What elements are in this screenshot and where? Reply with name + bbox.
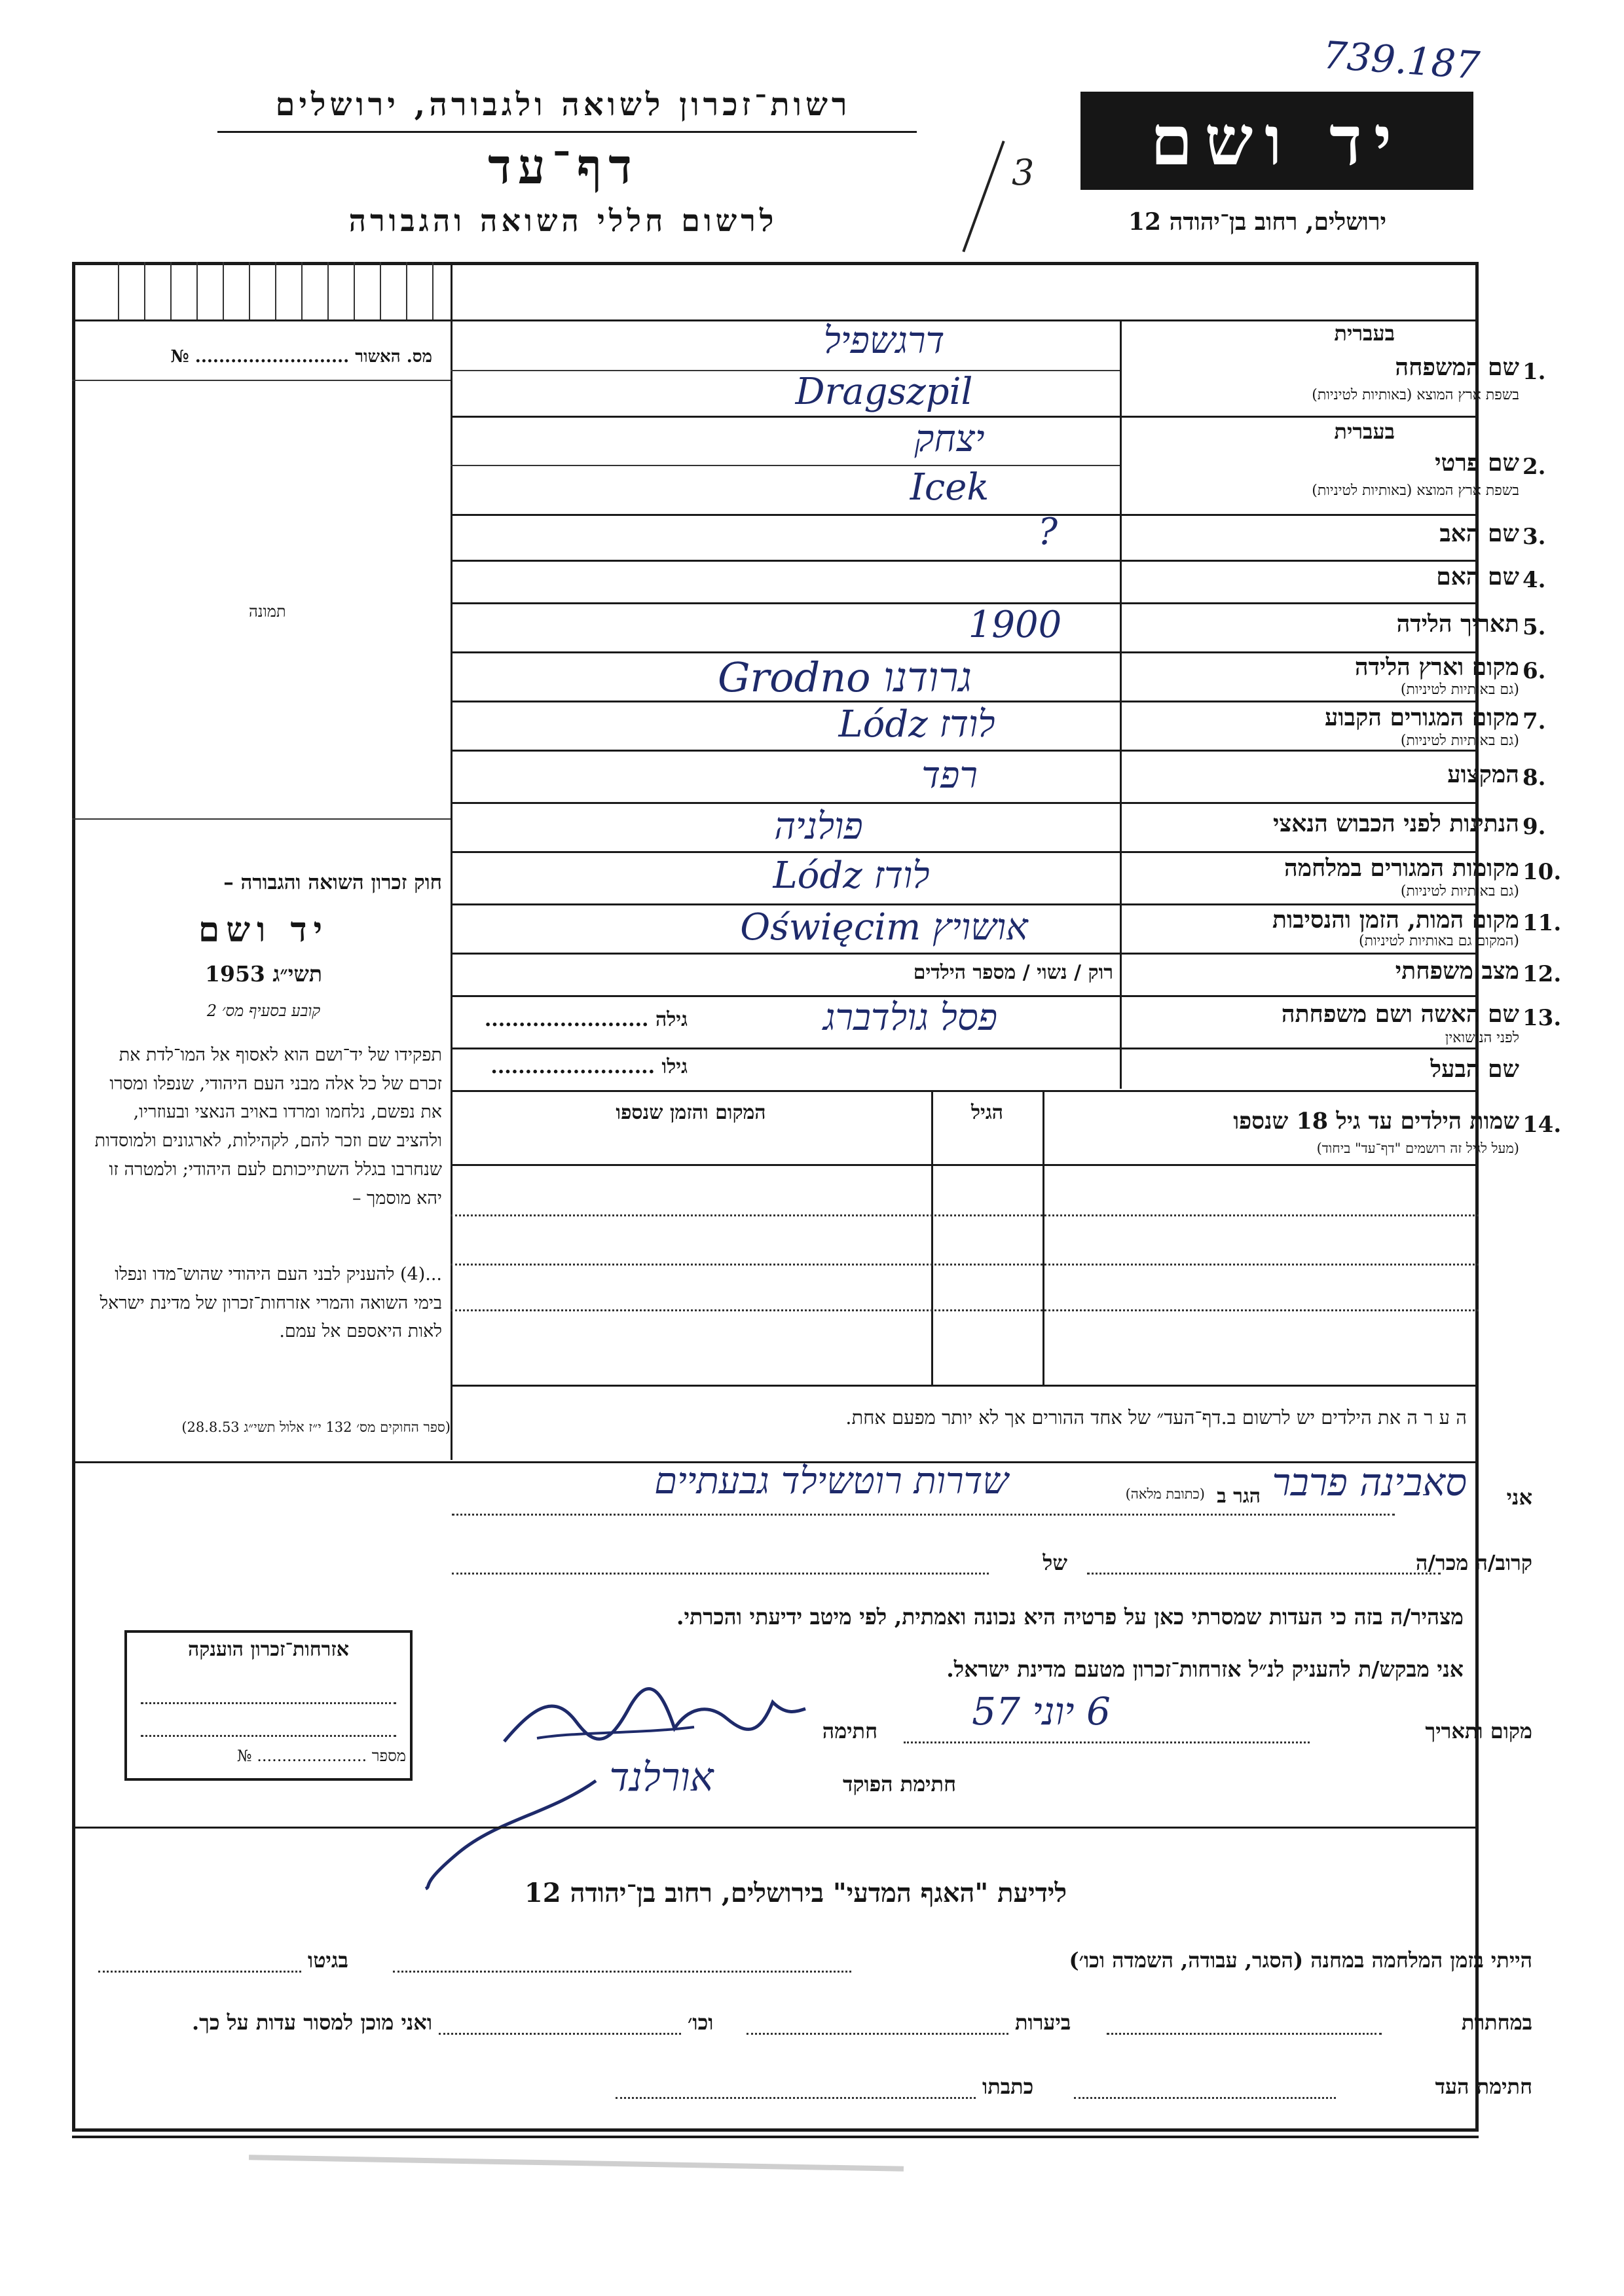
field-13-value: פסל גולדברג [822, 996, 998, 1039]
field-2-label: שם פרטי [1435, 449, 1519, 477]
field-2-num: 2. [1522, 454, 1546, 480]
field-1-num: 1. [1522, 359, 1546, 385]
field-12-label: מצב משפחתי [1395, 957, 1519, 985]
field-2-value-he: יצחק [914, 418, 985, 460]
law-text: תפקידו של יד־ושם הוא לאסוף אל המו־לדת את זכרם של כל אלה מבני העם היהודי, שנפלו ומסרו את נפשם, נלחמו ומרדו באויב הנאצי ובעוזריו, ולהציב שם וזכר להם, לקהילות, לארגונים ולמוסדות שנחרבו בגלל השתייכותם לעם היהודי; ולמטרה זו יהא מוסמך – [94, 1045, 442, 1209]
field-1-value-lat: Dragszpil [795, 371, 973, 413]
children-sub: (מעל לגיל זה רושמים "דף־עד" ביחוד) [1316, 1140, 1519, 1156]
field-12-options: רוק / נשוי / מספר הילדים [913, 961, 1113, 984]
of-label: של [1043, 1550, 1067, 1575]
bottom-line-2a: במחתרת [1461, 2010, 1532, 2035]
husband-label: שם הבעל [1430, 1055, 1519, 1083]
children-col-place: המקום והזמן שנספו [616, 1101, 766, 1124]
form-subtitle: לרשום חללי השואה והגבורה [348, 203, 778, 238]
field-11-label: מקום המות, הזמן והנסיבות [1272, 906, 1519, 934]
tag-hebrew-2: בעברית [1334, 419, 1395, 444]
field-6-label: מקום וארץ הלידה [1354, 653, 1519, 681]
field-11-sub: (המקום גם באותיות לטיניות) [1359, 933, 1519, 949]
official-signature: אורלנד [609, 1755, 714, 1800]
place-date-label: מקום ותאריך [1425, 1719, 1532, 1743]
yad-vashem-logo: יד ושם [1080, 92, 1473, 190]
authority-title: רשות־זכרון לשואה ולגבורה, ירושלים [275, 86, 851, 123]
field-10-label: מקומות המגורים במלחמה [1284, 854, 1519, 882]
field-1-sub: בשפת ארץ המוצא (באותיות לטיניות) [1312, 387, 1519, 403]
label-column-divider [1120, 319, 1122, 1089]
header-underline [217, 131, 917, 133]
field-9-num: 9. [1522, 814, 1546, 840]
declarant-address: שדרות רוטשילד גבעתיים [654, 1460, 1008, 1503]
field-3-num: 3. [1522, 524, 1546, 550]
field-6-num: 6. [1522, 658, 1546, 684]
law-name: יד ושם [198, 910, 329, 950]
field-13-age: גילה ........................ [484, 1008, 688, 1031]
field-2-sub: בשפת ארץ המוצא (באותיות לטיניות) [1312, 483, 1519, 499]
full-address-hint: (כתובת מלאה) [1125, 1486, 1205, 1502]
declaration-line-1: מצהיר/ה בזה כי העדות שמסרתי כאן על פרטיה היא נכונה ואמתית, לפי מיטב ידיעתי והכרתי. [676, 1604, 1464, 1630]
field-12-num: 12. [1522, 961, 1562, 987]
bottom-title: לידיעת "האגף המדעי" בירושלים, רחוב בן־יהודה 12 [524, 1878, 1067, 1908]
form-title: דף־עד [488, 139, 638, 195]
field-7-label: מקום המגורים הקבוע [1325, 704, 1519, 731]
field-5-value: 1900 [968, 604, 1062, 646]
page-mark-slash [962, 141, 1005, 253]
field-13-num: 13. [1522, 1005, 1562, 1031]
field-7-num: 7. [1522, 708, 1546, 735]
law-year: תשי״ג 1953 [205, 961, 322, 987]
children-col-divider-2 [931, 1090, 933, 1385]
bottom-line-1b: בגיטו [308, 1948, 348, 1973]
i-label: אני [1506, 1485, 1532, 1510]
field-4-label: שם האם [1436, 563, 1519, 591]
field-10-num: 10. [1522, 859, 1562, 885]
approval-number-label: מס. האשור .......................... № [170, 347, 432, 367]
field-10-sub: (גם באותיות לטיניות) [1400, 883, 1519, 900]
field-13-label: שם האשה ושם משפחתה [1281, 1000, 1519, 1028]
bottom-line-3a: חתימת העד [1435, 2074, 1532, 2099]
bottom-line-1a: הייתי בזמן המלחמה במחנה (הסגר, עבודה, השמדה וכו׳) [1069, 1948, 1532, 1973]
note: ה ע ר ה את הילדים יש לרשום ב.דף־העד״ של אחד ההורים אך לא יותר מפעם אחת. [845, 1406, 1467, 1429]
place-date-value: 6 יוני 57 [972, 1689, 1111, 1734]
field-5-num: 5. [1522, 614, 1546, 640]
scan-streak [249, 2155, 904, 2171]
certificate-number: מספר ...................... № [236, 1747, 406, 1765]
address: ירושלים, רחוב בן־יהודה 12 [1128, 208, 1387, 236]
field-13-sub: לפני הנישואין [1445, 1030, 1519, 1046]
declaration-line-2: אני מבקש/ת להעניק לנ״ל אזרחות־זכרון מטעם מדינת ישראל. [946, 1656, 1464, 1682]
signature-label: חתימה [822, 1719, 877, 1743]
field-7-value: לודז Lódz [838, 703, 995, 746]
declarant-name: סאבינה פרבר [1272, 1460, 1467, 1504]
children-label: שמות הילדים עד גיל 18 שנספו [1233, 1108, 1519, 1135]
law-text-2: ...(4) להעניק לבני העם היהודי שהוש־מדו ונפלו בימי השואה והמרי אזרחות־זכרון של מדינת ישראל לאות היאספם אל עמם. [100, 1264, 442, 1342]
certificate-title: אזרחות־זכרון הוענקה [187, 1638, 350, 1661]
field-9-label: הנתינות לפני הכבוש הנאצי [1272, 810, 1519, 837]
bottom-line-2d: ואני מוכן למסור עדות על כך. [191, 2010, 432, 2035]
children-col-age: הגיל [970, 1101, 1004, 1124]
field-2-value-lat: Icek [910, 466, 989, 509]
photo-label: תמונה [249, 602, 286, 621]
field-8-label: המקצוע [1447, 761, 1519, 788]
bottom-line-2b: ביערות [1015, 2010, 1071, 2035]
field-3-value: ? [1037, 511, 1058, 553]
field-8-value: רפד [921, 754, 978, 797]
field-1-value-he: דרגשפיל [823, 319, 945, 362]
children-num: 14. [1522, 1112, 1562, 1138]
husband-age: גילו ........................ [490, 1055, 688, 1078]
field-7-sub: (גם באותיות לטיניות) [1400, 733, 1519, 749]
frame-double-line [72, 2136, 1479, 2138]
lives-label: הגר ב [1217, 1485, 1261, 1508]
field-3-label: שם האב [1439, 520, 1519, 547]
left-panel-divider [451, 262, 452, 1460]
field-9-value: פולניה [774, 805, 863, 848]
relative-label: קרוב/ה מכר/ה [1415, 1550, 1532, 1575]
tag-hebrew-1: בעברית [1334, 321, 1395, 346]
law-section: קובע בסעיף מס׳ 2 [206, 1002, 321, 1020]
law-reference: (ספר החוקים מס׳ 132 י״ז אלול תשי״ג 28.8.53) [181, 1419, 451, 1435]
law-title: חוק זכרון השואה והגבורה – [223, 871, 442, 894]
field-6-sub: (גם באותיות לטיניות) [1400, 682, 1519, 698]
bottom-section-line [72, 1827, 1479, 1829]
field-4-num: 4. [1522, 567, 1546, 593]
page-mark: 3 [1012, 152, 1035, 193]
field-11-value: אושויץ Oświęcim [740, 906, 1028, 949]
field-10-value: לודז Lódz [773, 854, 930, 897]
field-5-label: תאריך הלידה [1396, 610, 1519, 638]
children-col-divider-1 [1043, 1090, 1044, 1385]
field-1-label: שם המשפחה [1395, 354, 1519, 381]
field-11-num: 11. [1522, 910, 1562, 936]
official-signature-stroke [419, 1774, 602, 1892]
bottom-line-2c: וכו׳ [688, 2010, 714, 2035]
field-8-num: 8. [1522, 765, 1546, 791]
archive-number: 739.187 [1321, 32, 1482, 88]
bottom-line-3b: כתבתו [982, 2074, 1034, 2099]
declarant-signature [498, 1683, 812, 1755]
field-6-value: גרודנו Grodno [718, 653, 972, 701]
official-signature-label: חתימת הפוקד [843, 1772, 956, 1796]
